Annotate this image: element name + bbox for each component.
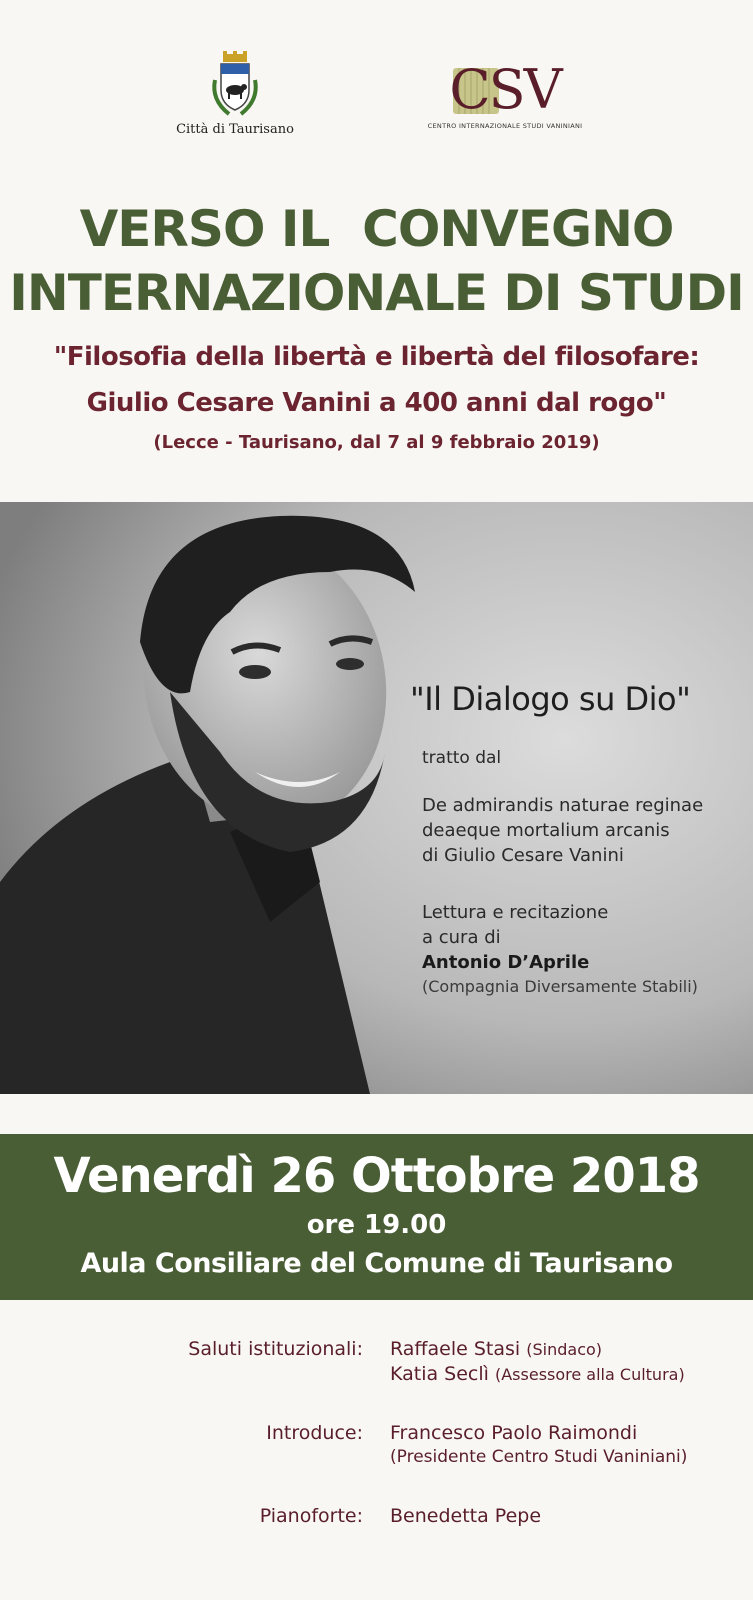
event-time: ore 19.00 (306, 1210, 447, 1240)
reading-title: "Il Dialogo su Dio" (410, 680, 691, 718)
subtitle-line-1: "Filosofia della libertà e libertà del filosofare: (53, 342, 700, 372)
work-title (422, 793, 703, 868)
performer-name: Antonio D’Aprile (422, 952, 590, 973)
saluti-2 (390, 1363, 685, 1385)
tratto-label: tratto dal (422, 748, 502, 768)
event-band (0, 1134, 753, 1300)
performer-company: (Compagnia Diversamente Stabili) (422, 977, 698, 996)
saluti-1 (390, 1338, 602, 1360)
introduce-name: Francesco Paolo Raimondi (390, 1422, 638, 1444)
saluti-label: Saluti istituzionali: (188, 1338, 363, 1360)
city-name: Città di Taurisano (176, 122, 294, 137)
city-logo (170, 50, 300, 137)
title-line-1: VERSO IL CONVEGNO (79, 200, 674, 258)
saluti-1-name: Raffaele Stasi (390, 1338, 521, 1360)
saluti-2-name: Katia Seclì (390, 1363, 489, 1385)
introduce-label: Introduce: (266, 1422, 363, 1444)
lettura-label (422, 900, 608, 950)
work-line-2: deaeque mortalium arcanis (422, 820, 670, 841)
lettura-line-1: Lettura e recitazione (422, 902, 609, 923)
work-line-3: di Giulio Cesare Vanini (422, 845, 624, 866)
crest-icon (207, 50, 263, 120)
saluti-2-role: (Assessore alla Cultura) (494, 1365, 685, 1384)
congress-dates: (Lecce - Taurisano, dal 7 al 9 febbraio 2019) (153, 432, 600, 453)
event-place: Aula Consiliare del Comune di Taurisano (80, 1248, 673, 1279)
introduce-role: (Presidente Centro Studi Vaniniani) (390, 1447, 688, 1467)
csv-subtitle: CENTRO INTERNAZIONALE STUDI VANINIANI (427, 122, 583, 130)
lettura-line-2: a cura di (422, 927, 501, 948)
event-date: Venerdì 26 Ottobre 2018 (53, 1148, 700, 1204)
piano-name: Benedetta Pepe (390, 1505, 542, 1527)
subtitle-line-2: Giulio Cesare Vanini a 400 anni dal rogo" (86, 388, 667, 418)
csv-logo (425, 60, 585, 130)
title-line-2: INTERNAZIONALE DI STUDI (9, 264, 744, 322)
work-line-1: De admirandis naturae reginae (422, 795, 704, 816)
csv-mark: CSV (449, 58, 561, 121)
saluti-1-role: (Sindaco) (526, 1340, 603, 1359)
piano-label: Pianoforte: (259, 1505, 363, 1527)
